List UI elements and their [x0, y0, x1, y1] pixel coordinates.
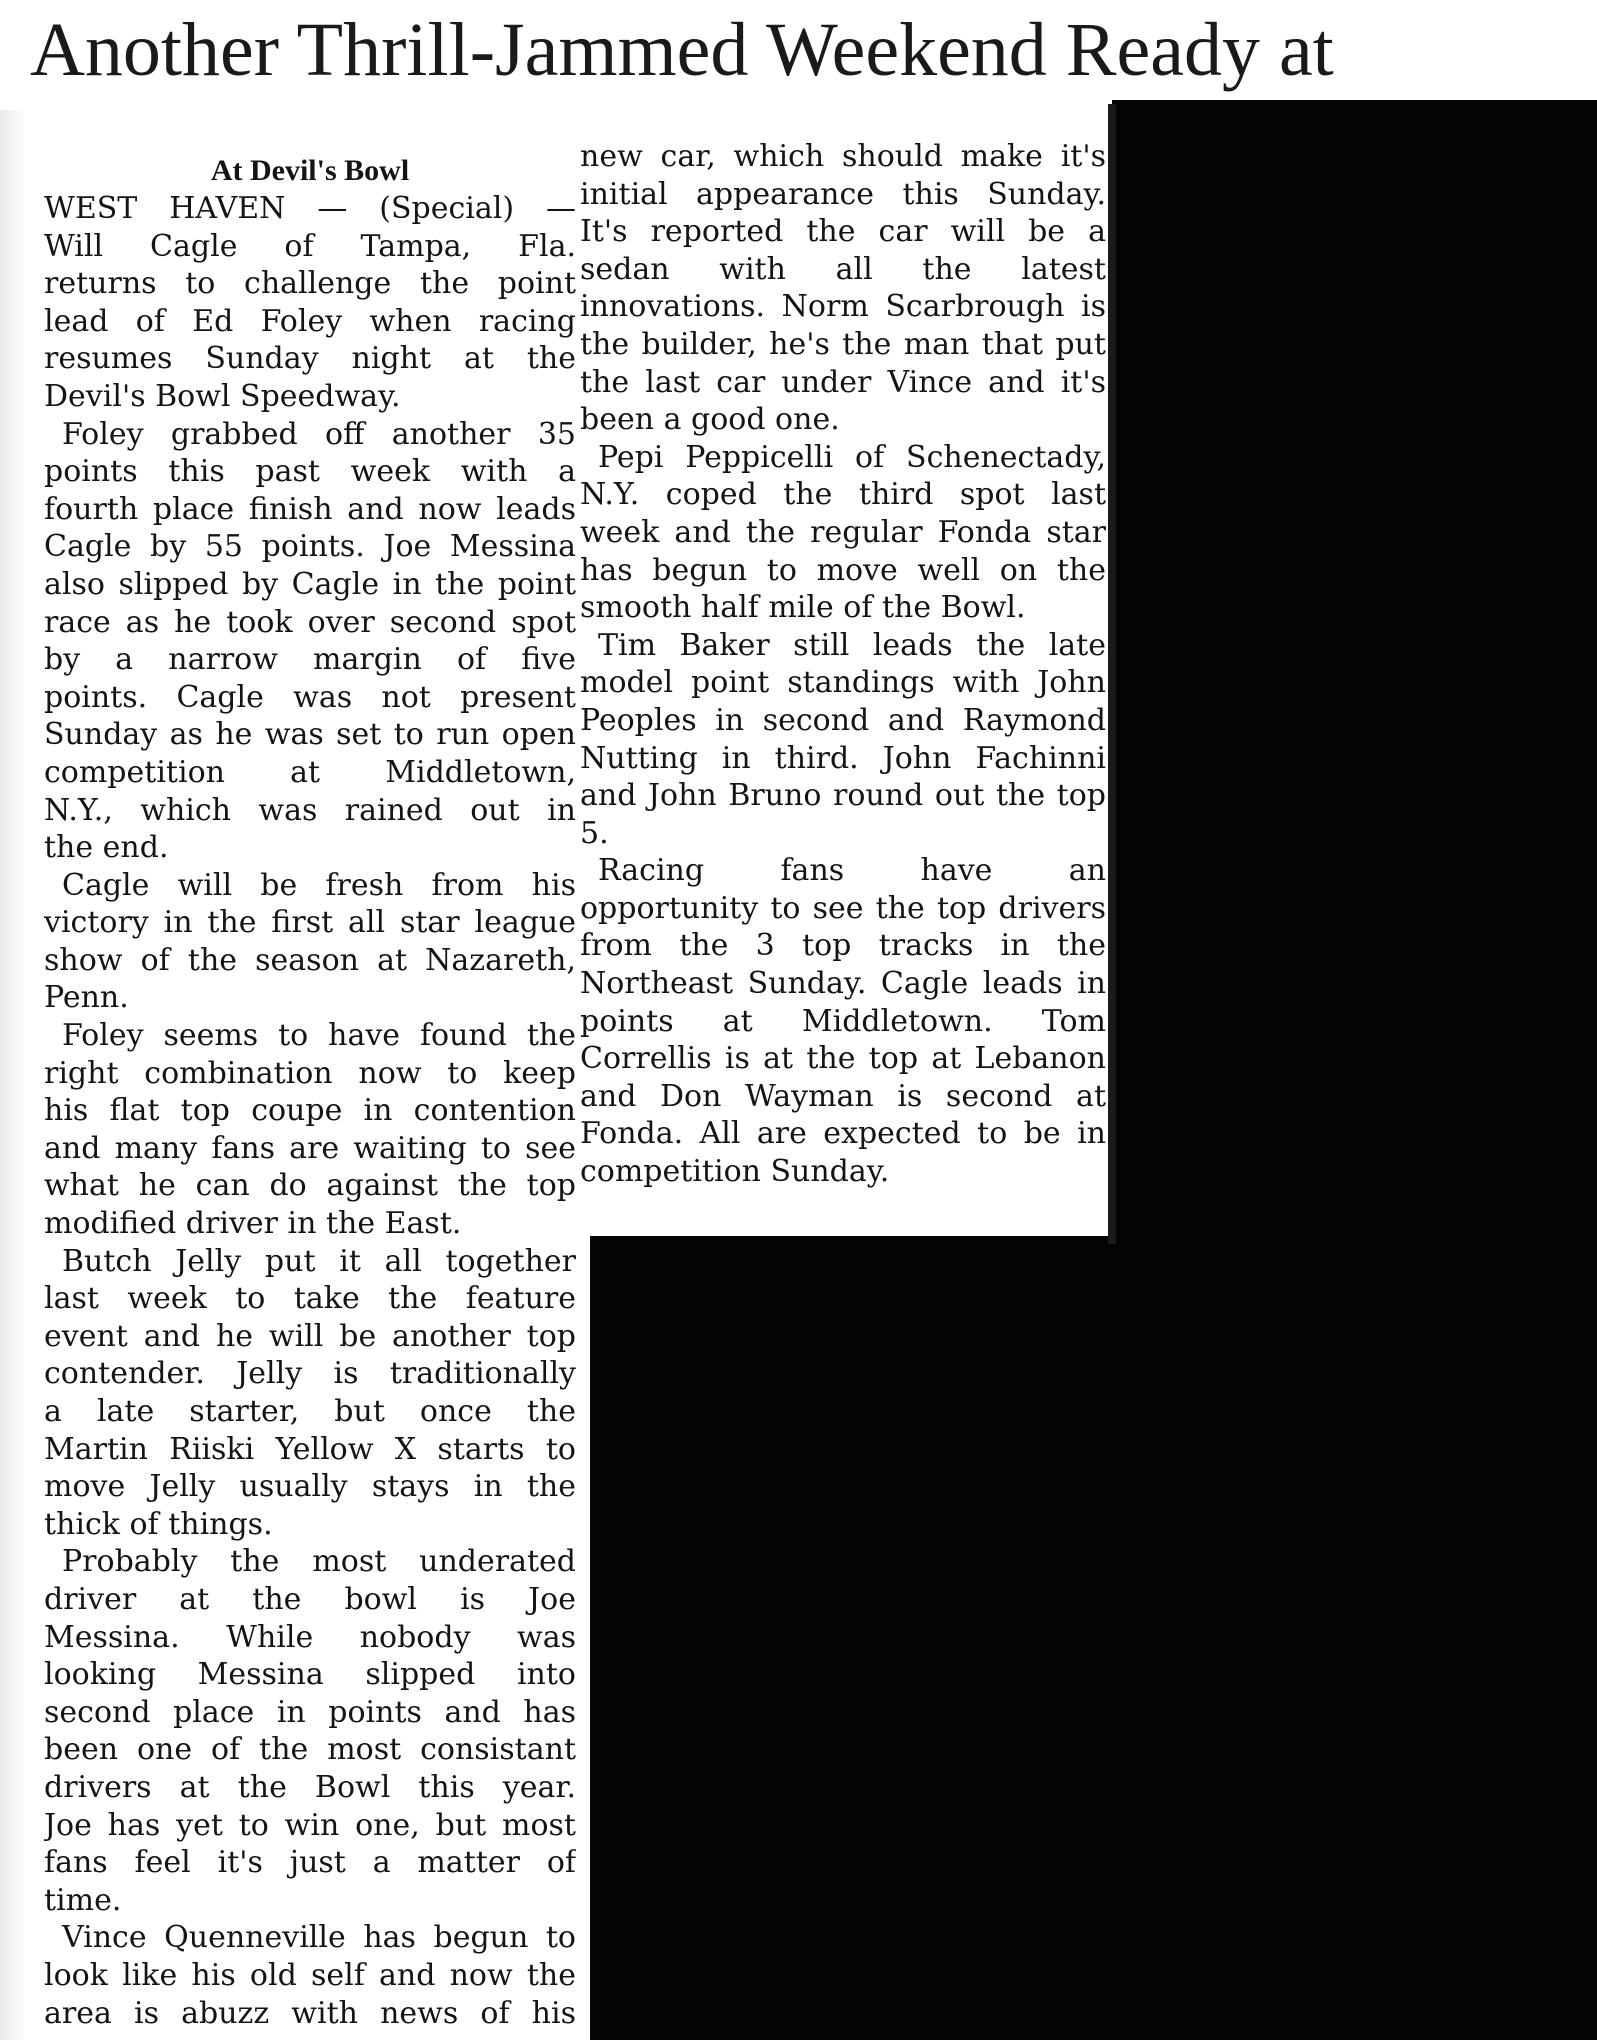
text-line: Nutting in third. John Fachinni	[580, 740, 1106, 776]
column-1-lines	[44, 190, 576, 2032]
text-line: returns to challenge the point	[44, 266, 576, 302]
article-headline: Another Thrill-Jammed Weekend Ready at	[30, 8, 1334, 92]
text-line: competition at Middletown,	[44, 754, 576, 790]
text-line: a late starter, but once the	[44, 1394, 576, 1429]
text-line: smooth half mile of the Bowl.	[580, 590, 1026, 626]
text-line: competition Sunday.	[580, 1154, 890, 1190]
text-line: Probably the most underated	[62, 1544, 576, 1580]
text-line: contender. Jelly is traditionally	[44, 1356, 576, 1392]
text-line: look like his old self and now the	[44, 1957, 576, 1993]
text-line: Fonda. All are expected to be in	[580, 1116, 1106, 1152]
text-line: his flat top coupe in contention	[44, 1093, 576, 1129]
text-line: It's reported the car will be a	[580, 214, 1106, 250]
article-subhead: At Devil's Bowl	[210, 154, 410, 187]
text-line: looking Messina slipped into	[44, 1657, 576, 1693]
text-line: been one of the most consistant	[44, 1732, 576, 1768]
text-line: Pepi Peppicelli of Schenectady,	[598, 439, 1106, 475]
text-line: Sunday as he was set to run open	[44, 717, 576, 753]
text-line: time.	[44, 1882, 122, 1918]
text-line: by a narrow margin of five	[44, 642, 576, 678]
text-line: week and the regular Fonda star	[580, 514, 1106, 550]
text-line: Will Cagle of Tampa, Fla.	[44, 228, 576, 264]
text-line: Martin Riiski Yellow X starts to	[44, 1431, 576, 1467]
text-line: N.Y. coped the third spot last	[580, 477, 1106, 513]
text-line: Penn.	[44, 980, 129, 1016]
text-line: modified driver in the East.	[44, 1206, 462, 1242]
scan-background-gap	[1108, 104, 1116, 1244]
text-line: and Don Wayman is second at	[580, 1078, 1106, 1114]
text-line: Racing fans have an	[598, 853, 1106, 889]
scan-background-right	[1112, 100, 1597, 2040]
text-line: Tim Baker still leads the late	[598, 627, 1106, 663]
column-2-lines	[580, 138, 1106, 1191]
text-line: show of the season at Nazareth,	[44, 942, 576, 978]
text-line: Cagle will be fresh from his	[62, 867, 576, 903]
text-line: event and he will be another top	[44, 1318, 576, 1354]
text-line: innovations. Norm Scarbrough is	[580, 289, 1106, 325]
text-line: Vince Quenneville has begun to	[62, 1920, 576, 1956]
article-column-2	[580, 138, 1106, 1191]
text-line: points. Cagle was not present	[44, 679, 576, 715]
scan-background-bottom	[590, 1236, 1120, 2040]
text-line: Joe has yet to win one, but most	[44, 1807, 576, 1843]
text-line: WEST HAVEN — (Special) —	[44, 191, 576, 226]
text-line: thick of things.	[44, 1506, 273, 1542]
text-line: sedan with all the latest	[580, 251, 1106, 287]
text-line: N.Y., which was rained out in	[44, 792, 576, 828]
text-line: driver at the bowl is Joe	[44, 1581, 576, 1617]
text-line: move Jelly usually stays in the	[44, 1469, 576, 1505]
text-line: and many fans are waiting to see	[44, 1130, 576, 1166]
text-line: and John Bruno round out the top	[580, 778, 1106, 814]
text-line: has begun to move well on the	[580, 552, 1106, 588]
article-column-1	[44, 152, 576, 2032]
text-line: points at Middletown. Tom	[580, 1003, 1106, 1039]
text-line: Butch Jelly put it all together	[62, 1243, 576, 1279]
text-line: model point standings with John	[580, 665, 1106, 701]
clipping-left-edge	[0, 110, 26, 2040]
text-line: initial appearance this Sunday.	[580, 176, 1106, 212]
text-line: what he can do against the top	[44, 1168, 576, 1204]
text-line: Cagle by 55 points. Joe Messina	[44, 529, 576, 565]
text-line: second place in points and has	[44, 1694, 576, 1730]
text-line: lead of Ed Foley when racing	[44, 303, 576, 339]
text-line: Correllis is at the top at Lebanon	[580, 1041, 1106, 1077]
text-line: drivers at the Bowl this year.	[44, 1769, 576, 1805]
text-line: Peoples in second and Raymond	[580, 702, 1106, 738]
text-line: opportunity to see the top drivers	[580, 890, 1106, 926]
text-line: right combination now to keep	[44, 1055, 576, 1091]
text-line: Foley seems to have found the	[62, 1018, 576, 1054]
text-line: fans feel it's just a matter of	[44, 1845, 576, 1881]
text-line: from the 3 top tracks in the	[580, 928, 1106, 964]
text-line: Messina. While nobody was	[44, 1619, 576, 1655]
text-line: last week to take the feature	[44, 1281, 576, 1317]
text-line: the end.	[44, 830, 169, 866]
text-line: 5.	[580, 815, 609, 851]
text-line: the builder, he's the man that put	[580, 326, 1106, 362]
text-line: also slipped by Cagle in the point	[44, 566, 576, 602]
text-line: new car, which should make it's	[580, 139, 1106, 174]
text-line: resumes Sunday night at the	[44, 341, 576, 377]
text-line: victory in the first all star league	[44, 905, 576, 941]
text-line: race as he took over second spot	[44, 604, 576, 640]
text-line: Devil's Bowl Speedway.	[44, 378, 401, 414]
text-line: Northeast Sunday. Cagle leads in	[580, 966, 1106, 1002]
text-line: fourth place finish and now leads	[44, 491, 576, 527]
text-line: Foley grabbed off another 35	[62, 416, 576, 452]
text-line: been a good one.	[580, 402, 840, 438]
text-line: area is abuzz with news of his	[44, 1995, 576, 2031]
text-line: points this past week with a	[44, 454, 576, 490]
text-line: the last car under Vince and it's	[580, 364, 1106, 400]
